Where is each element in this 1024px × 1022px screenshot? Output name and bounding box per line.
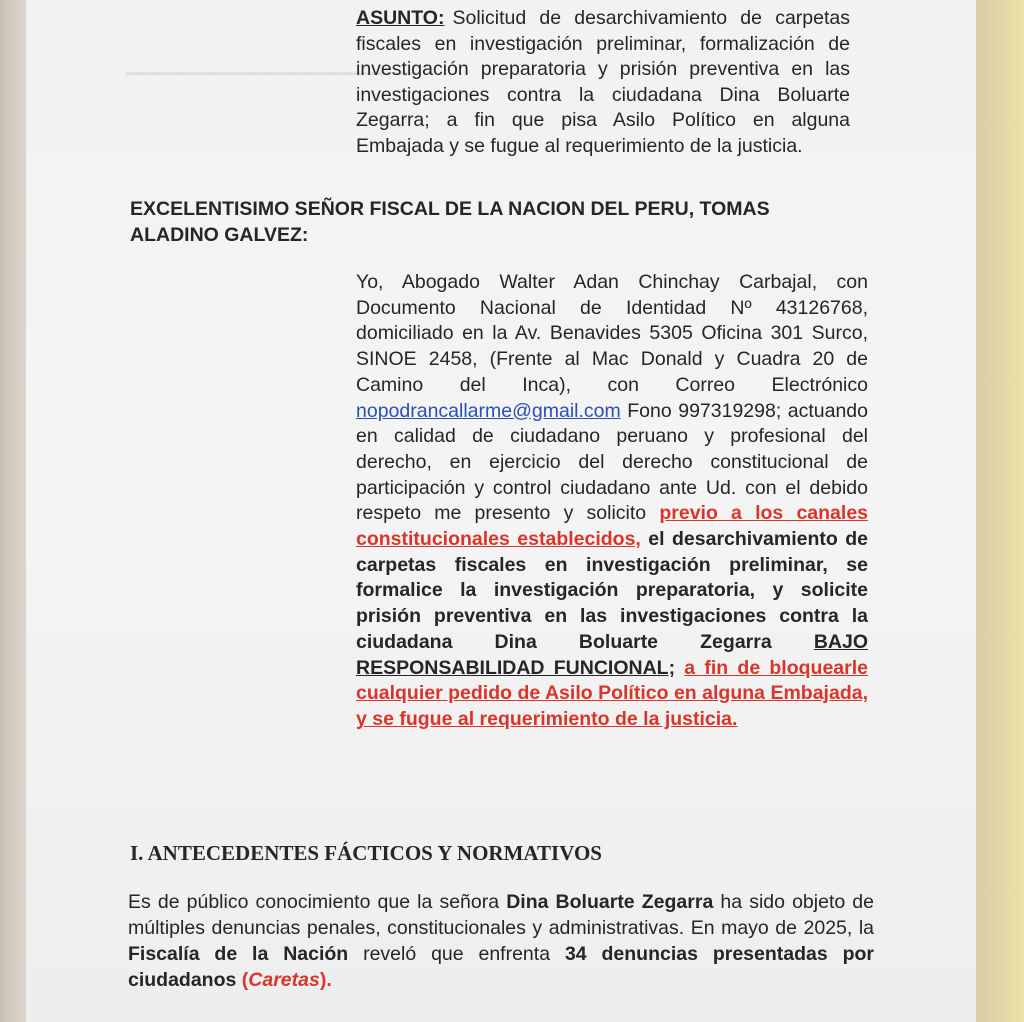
p1-b: ha sido objeto de múltiples denuncias penales, constitucionales y administrativas. En mayo de 2025, la <box>128 891 874 939</box>
p1-source: Caretas <box>248 969 320 991</box>
bold-underlined-responsibility: BAJO RESPONSABILIDAD FUNCIONAL <box>356 630 868 679</box>
p1-c: reveló que enfrenta <box>363 943 551 965</box>
body-intro: Yo, Abogado Walter Adan Chinchay Carbajal, con Documento Nacional de Identidad Nº 43126768, domiciliado en la Av. Benavides 5305 Oficina 301 Surco, SINOE 2458, (Frente al Mac Donald y Cuadra 20 de Camino del Inca), con Correo Electrónico <box>356 271 868 396</box>
p1-name: Dina Boluarte Zegarra <box>506 891 714 913</box>
antecedentes-paragraph <box>128 889 874 993</box>
body-middle: Fono 997319298; actuando en calidad de ciudadano peruano y profesional del derecho, en ejercicio del derecho constitucional de participación y control ciudadano ante Ud. con el debido respeto me presento y solicito <box>356 399 868 525</box>
semicolon: ; <box>668 656 676 679</box>
petition-body <box>356 270 868 733</box>
folder-edge <box>976 0 1024 1022</box>
asunto-label: ASUNTO: <box>356 7 445 29</box>
p1-open-paren: ( <box>241 969 249 991</box>
p1-a: Es de público conocimiento que la señora <box>128 891 500 913</box>
asunto-text: Solicitud de desarchivamiento de carpetas fiscales en investigación preliminar, formalización de investigación preparatoria y prisión preventiva en las investigaciones contra la ciudadana Dina Boluarte Zegarra; a fin que pisa Asilo Político en alguna Embajada y se fugue al requerimiento de la justicia. <box>356 7 850 157</box>
p1-fiscalia: Fiscalía de la Nación <box>128 943 349 965</box>
bleed-through-texture: ▔▔▔▔▔▔▔▔▔▔▔▔▔▔▔▔▔▔▔▔▔ <box>126 73 417 93</box>
addressee-heading: EXCELENTISIMO SEÑOR FISCAL DE LA NACION DEL PERU, TOMAS ALADINO GALVEZ: <box>130 198 770 246</box>
red-underlined-text-2: a fin de bloquearle cualquier pedido de Asilo Político en alguna Embajada, y se fugue al requerimiento de la justicia. <box>356 656 868 730</box>
red-underlined-text-1: previo a los canales constitucionales establecidos, <box>356 502 869 551</box>
body-connector: el <box>648 528 665 551</box>
bold-request: desarchivamiento de carpetas fiscales en investigación preliminar, se formalice la investigación preparatoria, y solicite prisión preventiva en las investigaciones contra la ciudadana Dina Boluarte Zegarra <box>356 528 869 653</box>
p1-bold-end: 34 denuncias presentadas por ciudadanos <box>128 943 874 991</box>
p1-close-paren: ). <box>319 969 332 991</box>
email-link[interactable]: nopodrancallarme@gmail.com <box>356 399 621 422</box>
asunto-block <box>356 6 850 159</box>
section-title: I. ANTECEDENTES FÁCTICOS Y NORMATIVOS <box>130 841 602 865</box>
